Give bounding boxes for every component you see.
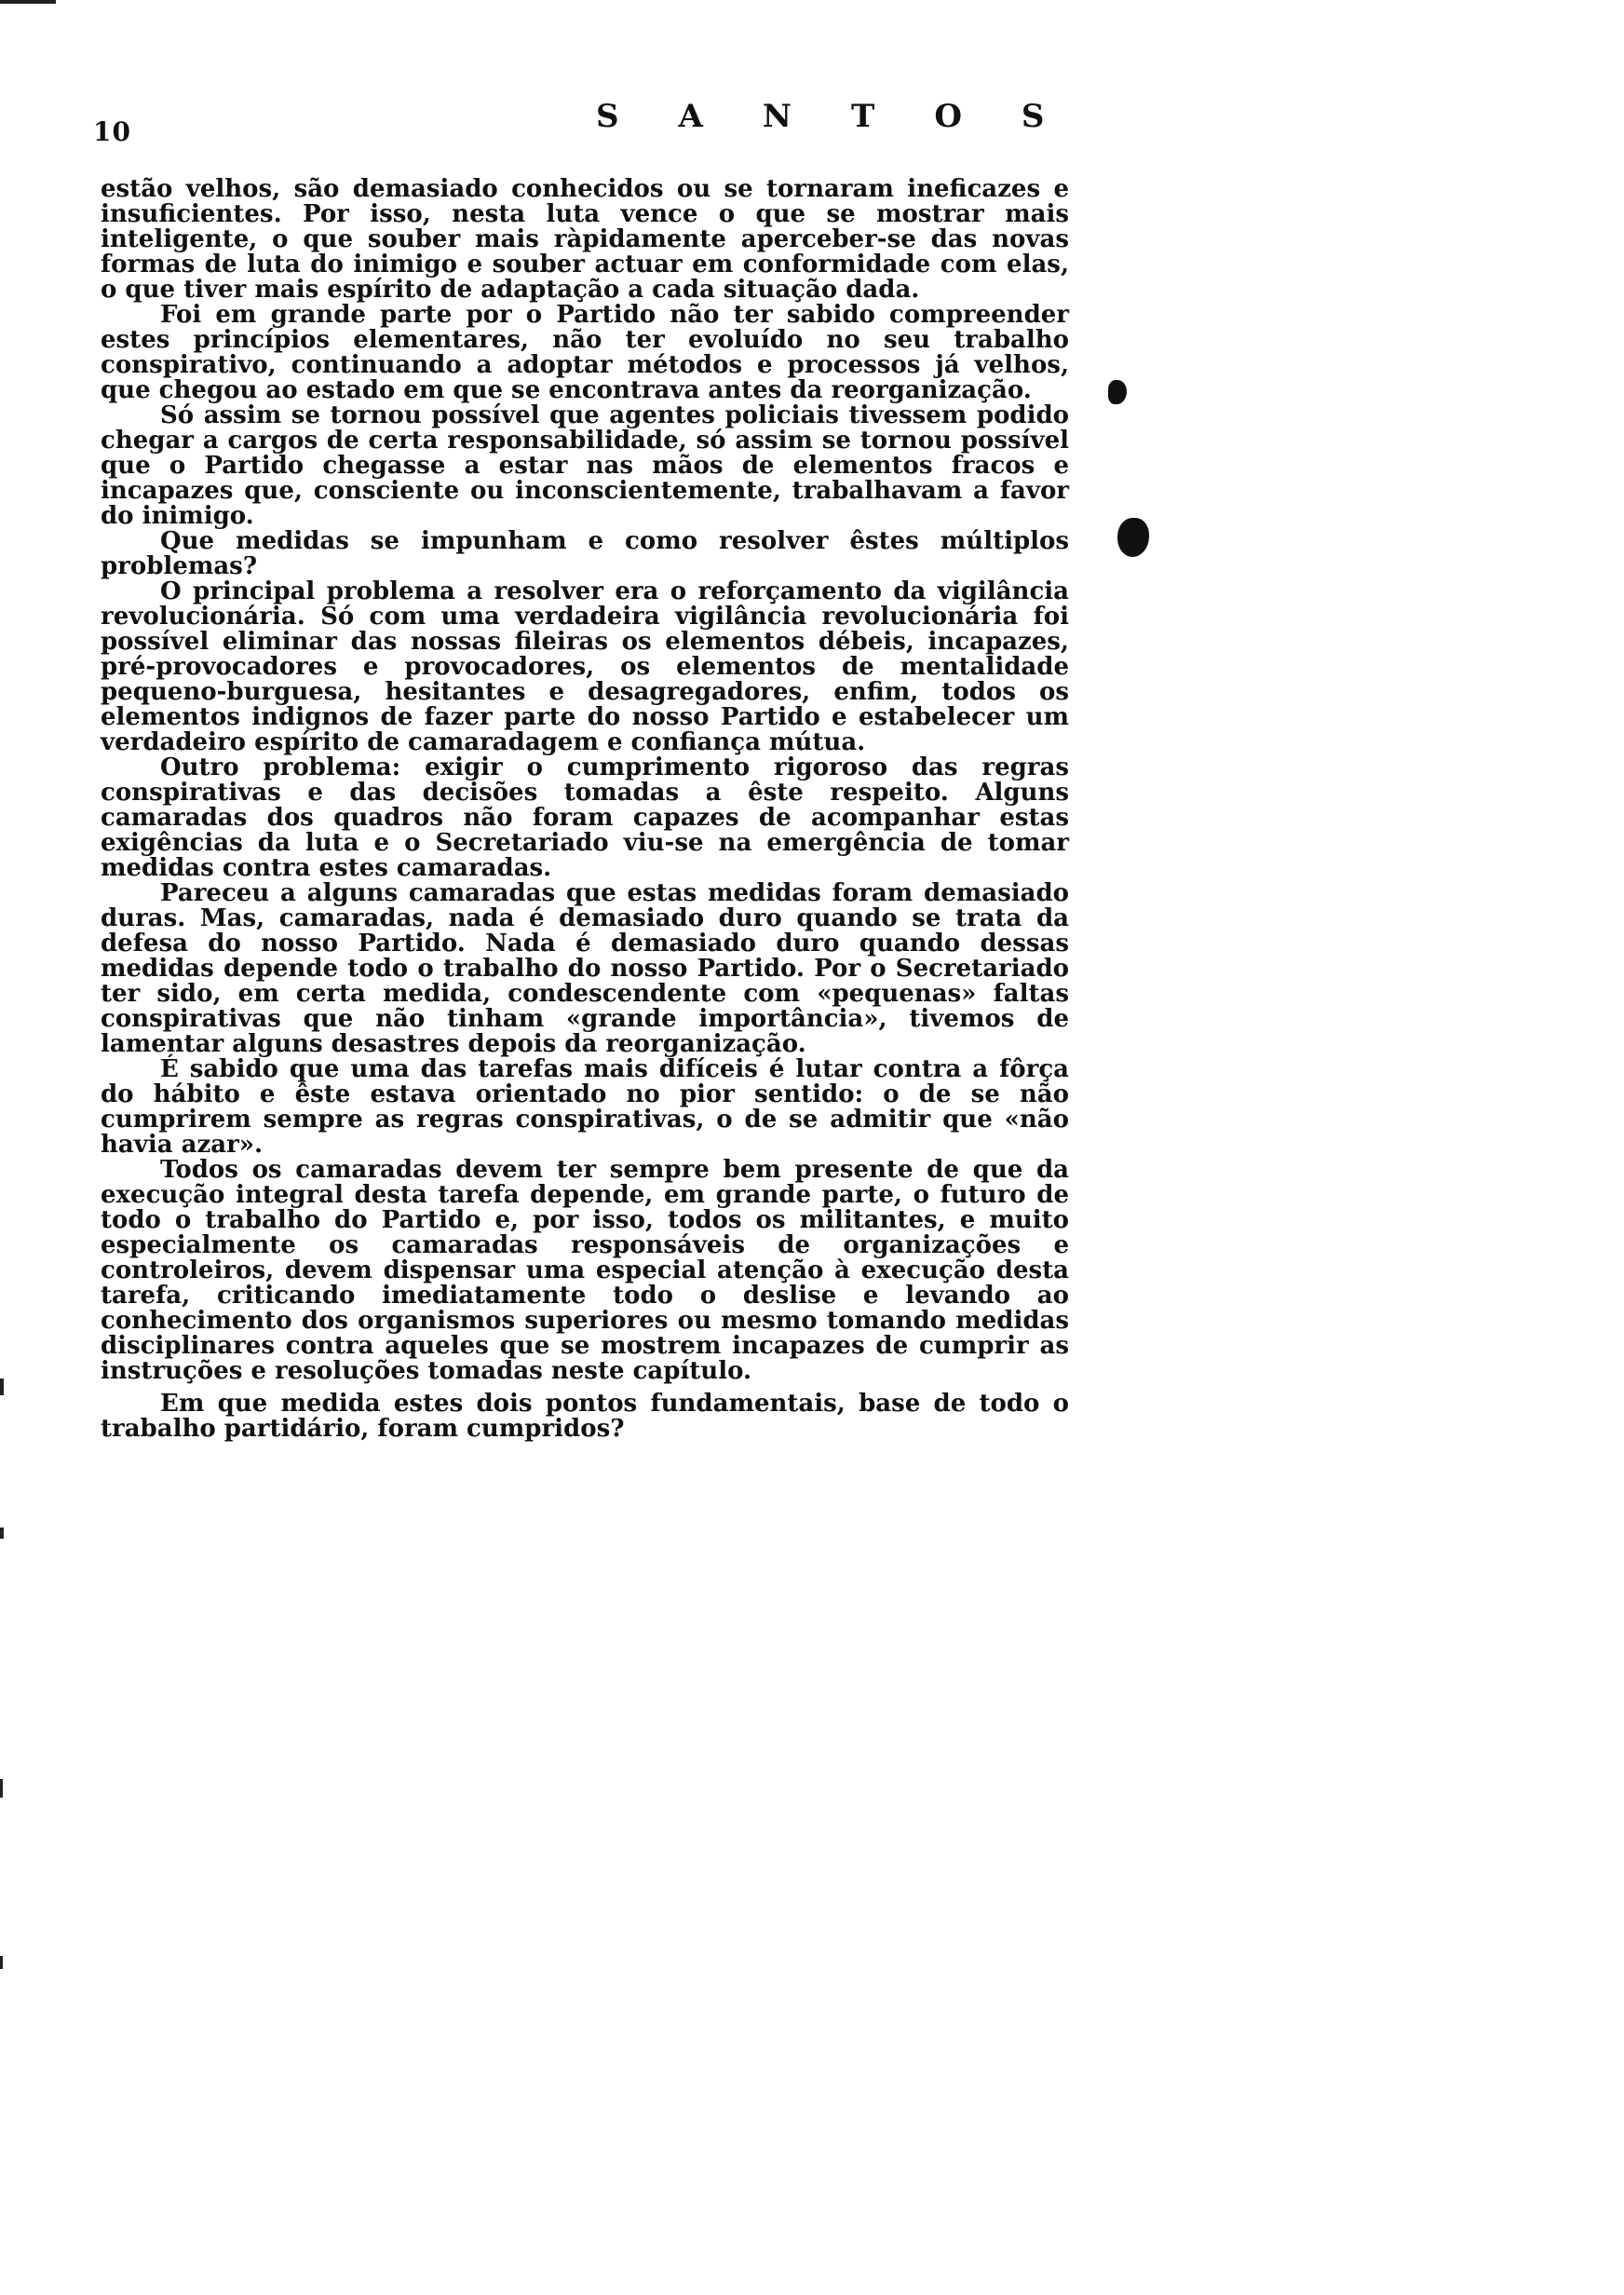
paragraph: Pareceu a alguns camaradas que estas medidas foram demasiado duras. Mas, camaradas, nada é demasiado duro quando se trata da defesa do nosso Partido. Nada é demasiado duro quando dessas medidas depende todo o trabalho do nosso Partido. Por o Secretariado ter sido, em certa medida, condescendente com «pequenas» faltas conspirativas que não tinham «grande importância», tivemos de lamentar alguns desastres depois da reorganização. bbox=[101, 879, 1069, 1058]
body-text bbox=[101, 177, 1069, 1442]
margin-mark-artifact bbox=[0, 1956, 3, 1969]
paragraph: Só assim se tornou possível que agentes policiais tivessem podido chegar a cargos de certa responsabilidade, só assim se tornou possível que o Partido chegasse a estar nas mãos de elementos fracos e incapazes que, consciente ou inconscientemente, trabalhavam a favor do inimigo. bbox=[101, 401, 1069, 530]
ink-blot-artifact bbox=[1108, 380, 1127, 404]
ink-blot-artifact bbox=[1117, 518, 1149, 557]
margin-mark-artifact bbox=[0, 1378, 4, 1395]
paragraph: O principal problema a resolver era o reforçamento da vigilância revolucionária. Só com uma verdadeira vigilância revolucionária foi possível eliminar das nossas fileiras os elementos débeis, incapazes, pré-provocadores e provocadores, os elementos de mentalidade pequeno-burguesa, hesitantes e desagregadores, enfim, todos os elementos indignos de fazer parte do nosso Partido e estabelecer um verdadeiro espírito de camaradagem e confiança mútua. bbox=[101, 577, 1069, 756]
paragraph: Todos os camaradas devem ter sempre bem presente de que da execução integral desta tarefa depende, em grande parte, o futuro de todo o trabalho do Partido e, por isso, todos os militantes, e muito especialmente os camaradas responsáveis de organizações e controleiros, devem dispensar uma especial atenção à execução desta tarefa, criticando imediatamente todo o deslise e levando ao conhecimento dos organismos superiores ou mesmo tomando medidas disciplinares contra aqueles que se mostrem incapazes de cumprir as instruções e resoluções tomadas neste capítulo. bbox=[101, 1156, 1069, 1385]
page-number: 10 bbox=[93, 116, 131, 147]
paragraph: É sabido que uma das tarefas mais difíceis é lutar contra a fôrça do hábito e êste estava orientado no pior sentido: o de se não cumprirem sempre as regras conspirativas, o de se admitir que «não havia azar». bbox=[101, 1055, 1069, 1159]
running-title: SANTOS bbox=[596, 98, 1104, 135]
paragraph: Outro problema: exigir o cumprimento rigoroso das regras conspirativas e das decisões tomadas a êste respeito. Alguns camaradas dos quadros não foram capazes de acompanhar estas exigências da luta e o Secretariado viu-se na emergência de tomar medidas contra estes camaradas. bbox=[101, 754, 1069, 882]
paragraph: Que medidas se impunham e como resolver êstes múltiplos problemas? bbox=[101, 527, 1069, 580]
paragraph: estão velhos, são demasiado conhecidos ou se tornaram ineficazes e insuficientes. Por isso, nesta luta vence o que se mostrar mais inteligente, o que souber mais ràpidamente aperceber-se das novas formas de luta do inimigo e souber actuar em conformidade com elas, o que tiver mais espírito de adaptação a cada situação dada. bbox=[101, 175, 1069, 304]
paragraph: Foi em grande parte por o Partido não ter sabido compreender estes princípios elementares, não ter evoluído no seu trabalho conspirativo, continuando a adoptar métodos e processos já velhos, que chegou ao estado em que se encontrava antes da reorganização. bbox=[101, 301, 1069, 404]
margin-mark-artifact bbox=[0, 1528, 4, 1539]
scan-edge-artifact bbox=[0, 0, 56, 4]
paragraph: Em que medida estes dois pontos fundamentais, base de todo o trabalho partidário, foram cumpridos? bbox=[101, 1390, 1069, 1443]
margin-mark-artifact bbox=[0, 1779, 3, 1798]
